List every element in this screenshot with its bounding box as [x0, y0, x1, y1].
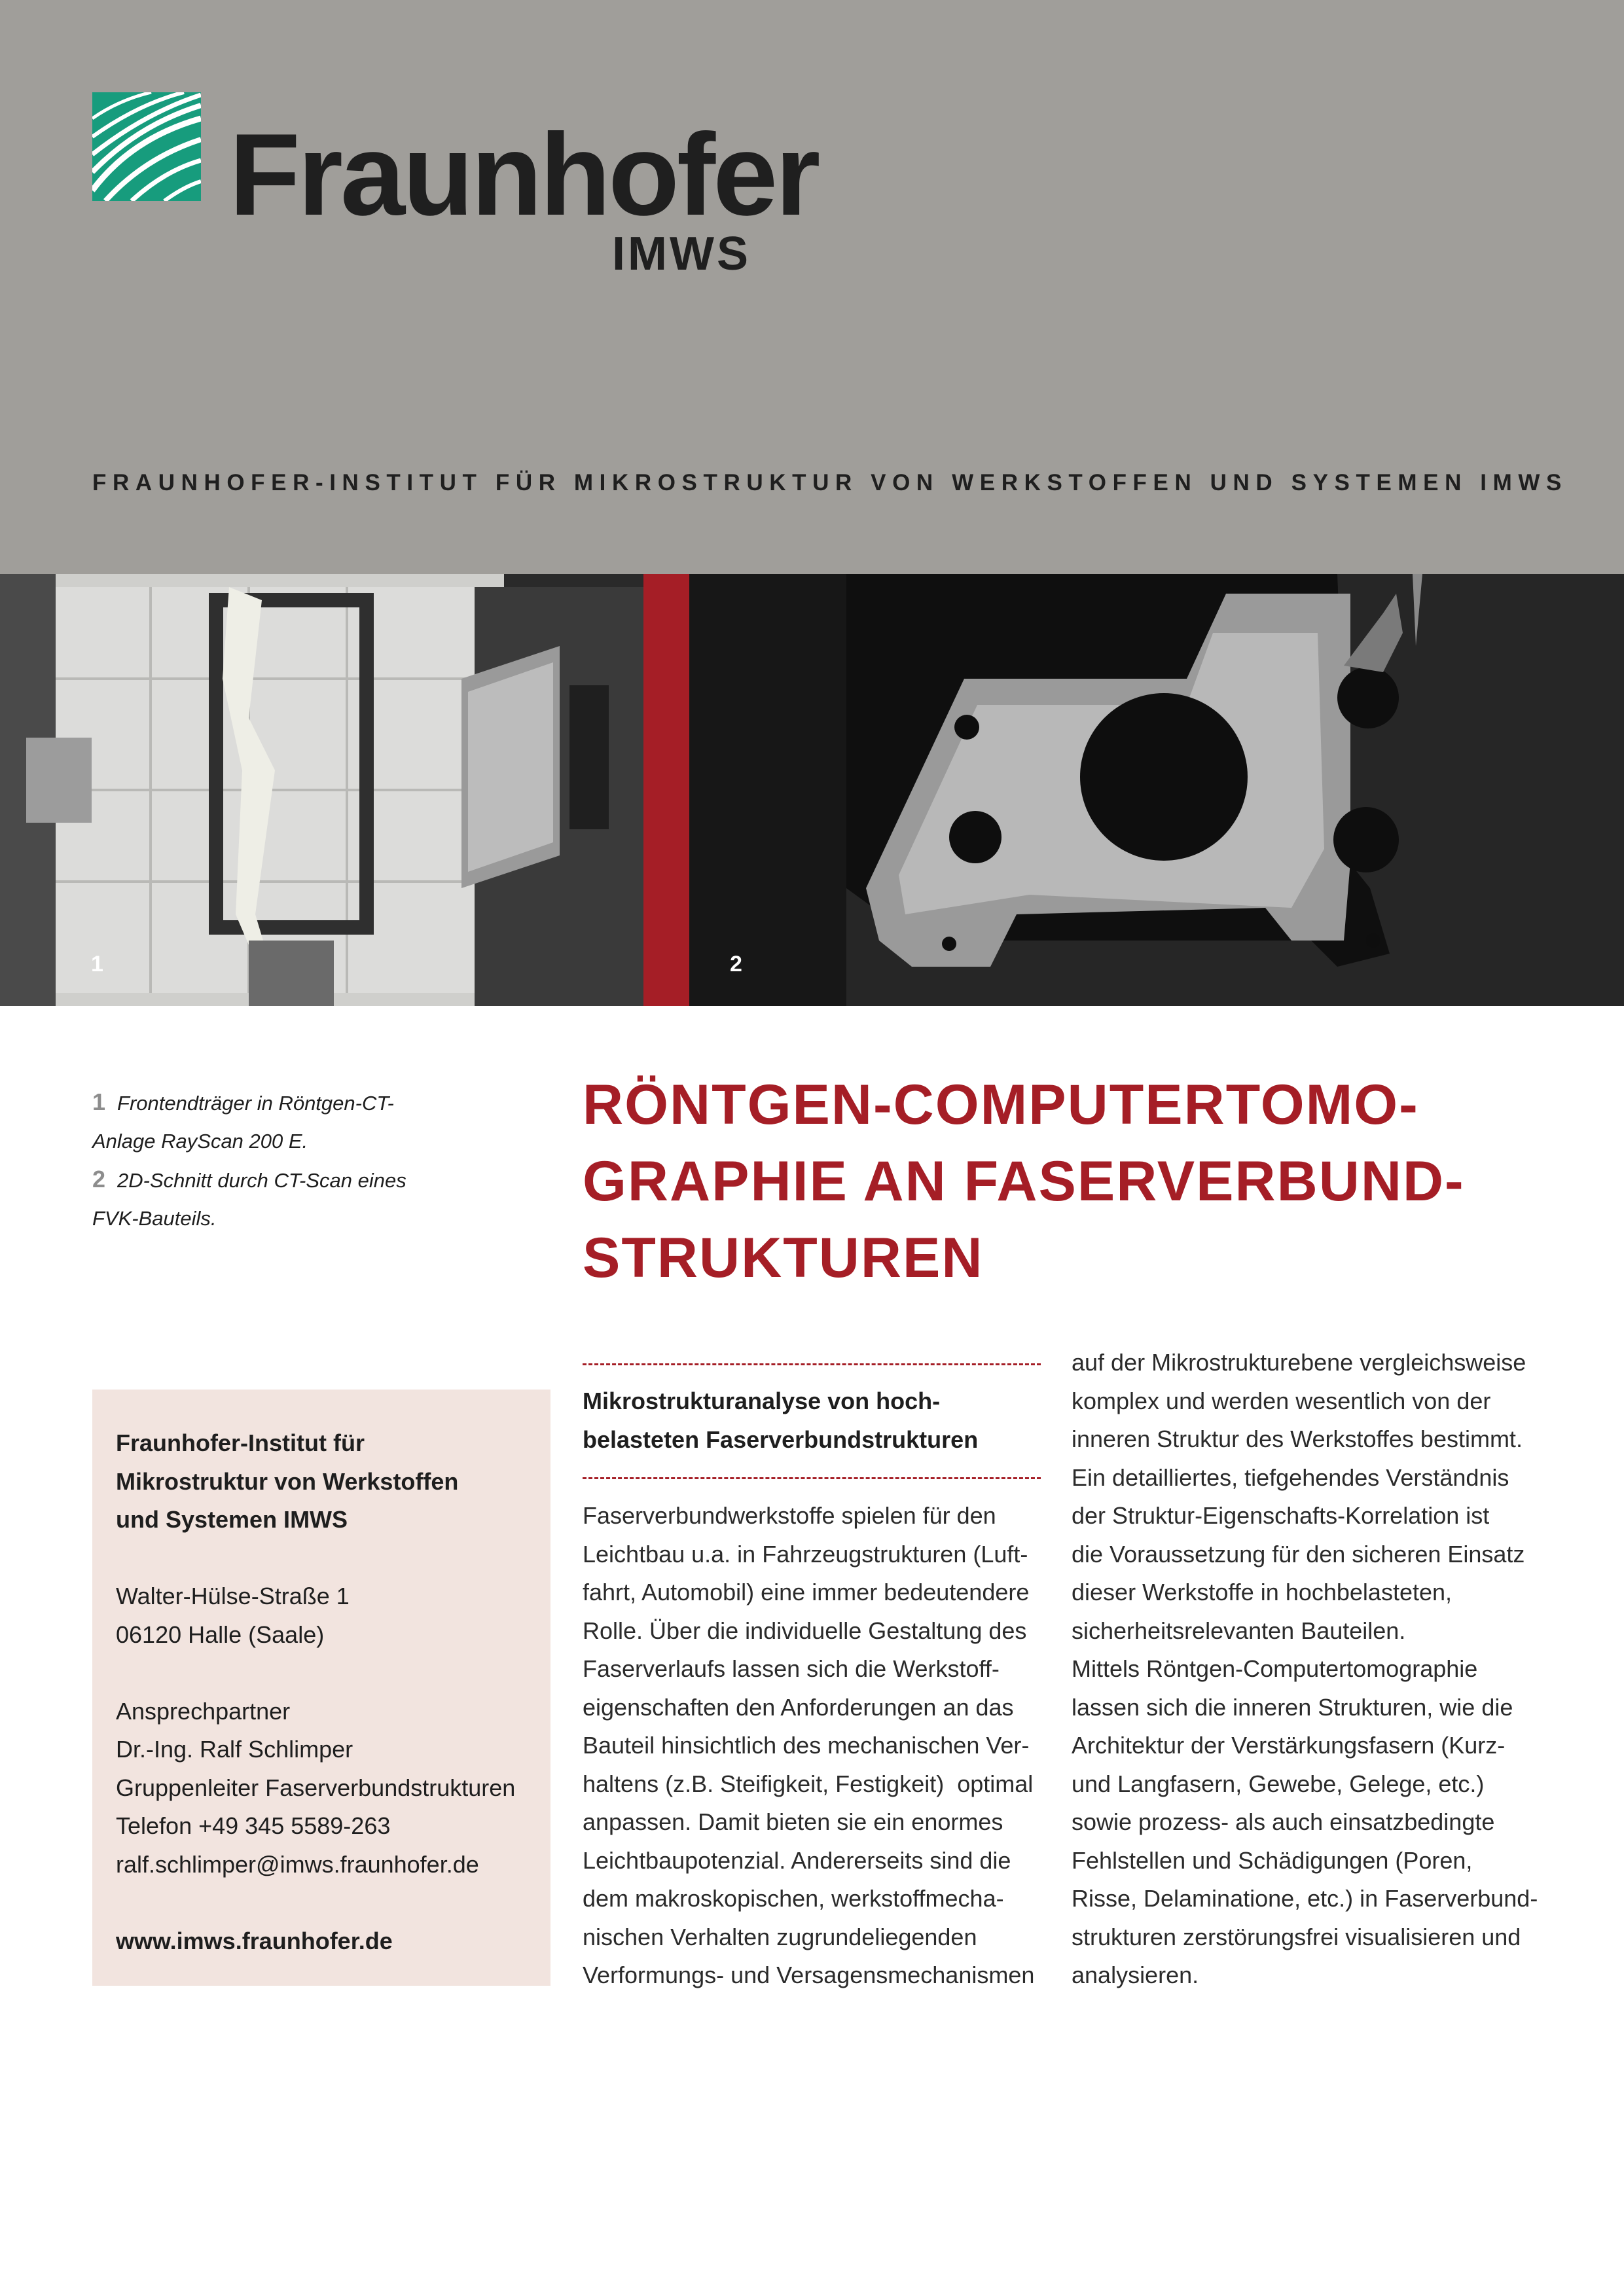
- contact-label: Ansprechpartner: [116, 1697, 291, 1725]
- col2-line: die Voraussetzung für den sicheren Einsatz: [1072, 1540, 1525, 1568]
- photo2-number: 2: [730, 952, 742, 977]
- title-line-2: GRAPHIE AN FASERVERBUND-: [583, 1150, 1465, 1213]
- col2-line: Fehlstellen und Schädigungen (Poren,: [1072, 1846, 1473, 1874]
- col1-line: nischen Verhalten zugrundeliegenden: [583, 1923, 977, 1950]
- article-subheading: [583, 1382, 1041, 1459]
- col1-line: Bauteil hinsichtlich des mechanischen Ver-: [583, 1732, 1030, 1759]
- col2-line: der Struktur-Eigenschafts-Korrelation ist: [1072, 1502, 1490, 1529]
- caption-2-line-1: [92, 1160, 433, 1200]
- header-band: [0, 0, 1624, 574]
- col2-line: Ein detailliertes, tiefgehendes Verständnis: [1072, 1463, 1509, 1491]
- contact-city: 06120 Halle (Saale): [116, 1621, 325, 1648]
- contact-institute-line-1: Fraunhofer-Institut für: [116, 1429, 365, 1456]
- photo-strip: [0, 574, 1624, 1006]
- contact-institute-line-2: Mikrostruktur von Werkstoffen: [116, 1467, 459, 1495]
- fraunhofer-logo-icon: [92, 92, 201, 201]
- contact-box: [92, 1390, 550, 1986]
- figure-captions: [92, 1083, 433, 1238]
- page-title: [583, 1067, 1551, 1297]
- col1-line: dem makroskopischen, werkstoffmecha-: [583, 1885, 1004, 1912]
- caption-2-line-2: FVK-Bauteils.: [92, 1207, 217, 1230]
- contact-website-link[interactable]: www.imws.fraunhofer.de: [116, 1927, 393, 1954]
- col2-line: inneren Struktur des Werkstoffes bestimmt.: [1072, 1426, 1523, 1452]
- col2-line: sowie prozess- als auch einsatzbedingte: [1072, 1808, 1495, 1835]
- col2-line: analysieren.: [1072, 1962, 1199, 1988]
- logo-wordmark: Fraunhofer: [229, 109, 818, 240]
- col2-line: lassen sich die inneren Strukturen, wie die: [1072, 1693, 1513, 1721]
- logo-institute-abbrev: IMWS: [612, 228, 751, 280]
- col1-line: haltens (z.B. Steifigkeit, Festigkeit) optimal: [583, 1770, 1034, 1797]
- dashed-rule-bottom: [583, 1477, 1041, 1479]
- dashed-rule-top: [583, 1363, 1041, 1365]
- contact-institute-line-3: und Systemen IMWS: [116, 1506, 348, 1533]
- col2-line: auf der Mikrostrukturebene vergleichsweise: [1072, 1349, 1526, 1376]
- col1-line: Leichtbaupotenzial. Andererseits sind die: [583, 1846, 1011, 1874]
- title-line-1: RÖNTGEN-COMPUTERTOMO-: [583, 1073, 1419, 1136]
- caption-2-text-1: 2D-Schnitt durch CT-Scan eines: [117, 1169, 406, 1192]
- ct-slice-image: [689, 574, 1624, 1006]
- subheading-line-2: belasteten Faserverbundstrukturen: [583, 1426, 979, 1453]
- article-column-2: [1072, 1344, 1543, 1995]
- accent-bar: [643, 574, 689, 1006]
- col1-line: Faserverlaufs lassen sich die Werkstoff-: [583, 1655, 1000, 1682]
- title-line-3: STRUKTUREN: [583, 1227, 984, 1289]
- col1-line: Rolle. Über die individuelle Gestaltung des: [583, 1617, 1027, 1644]
- contact-person: Dr.-Ing. Ralf Schlimper: [116, 1736, 353, 1763]
- caption-2-number: 2: [92, 1166, 106, 1193]
- caption-1-line-2: Anlage RayScan 200 E.: [92, 1130, 308, 1153]
- contact-email[interactable]: ralf.schlimper@imws.fraunhofer.de: [116, 1850, 479, 1878]
- col2-line: und Langfasern, Gewebe, Gelege, etc.): [1072, 1770, 1485, 1797]
- col1-line: Verformungs- und Versagensmechanismen: [583, 1962, 1035, 1988]
- contact-role: Gruppenleiter Faserverbundstrukturen: [116, 1774, 516, 1801]
- col1-line: eigenschaften den Anforderungen an das: [583, 1693, 1014, 1721]
- col1-line: Leichtbau u.a. in Fahrzeugstrukturen (Luft-: [583, 1540, 1028, 1568]
- col2-line: Architektur der Verstärkungsfasern (Kurz-: [1072, 1732, 1506, 1759]
- col2-line: sicherheitsrelevanten Bauteilen.: [1072, 1617, 1406, 1644]
- col2-line: Mittels Röntgen-Computertomographie: [1072, 1655, 1478, 1682]
- contact-phone: Telefon +49 345 5589-263: [116, 1812, 391, 1839]
- ct-scanner-photo: [0, 574, 643, 1006]
- subheading-line-1: Mikrostrukturanalyse von hoch-: [583, 1388, 941, 1414]
- institute-name: FRAUNHOFER-INSTITUT FÜR MIKROSTRUKTUR VON WERKSTOFFEN UND SYSTEMEN IMWS: [92, 470, 1568, 495]
- caption-1-number: 1: [92, 1088, 106, 1115]
- caption-1-line-1: [92, 1083, 433, 1122]
- article-column-1: [583, 1497, 1049, 1995]
- contact-street: Walter-Hülse-Straße 1: [116, 1583, 350, 1609]
- col1-line: fahrt, Automobil) eine immer bedeutendere: [583, 1579, 1030, 1605]
- col1-line: Faserverbundwerkstoffe spielen für den: [583, 1502, 996, 1529]
- photo1-number: 1: [91, 952, 103, 977]
- col2-line: Risse, Delaminatione, etc.) in Faserverbund-: [1072, 1885, 1538, 1912]
- col1-line: anpassen. Damit bieten sie ein enormes: [583, 1808, 1003, 1835]
- col2-line: dieser Werkstoffe in hochbelasteten,: [1072, 1579, 1453, 1605]
- col2-line: strukturen zerstörungsfrei visualisieren und: [1072, 1923, 1521, 1950]
- caption-1-text-1: Frontendträger in Röntgen-CT-: [117, 1092, 394, 1115]
- col2-line: komplex und werden wesentlich von der: [1072, 1387, 1491, 1414]
